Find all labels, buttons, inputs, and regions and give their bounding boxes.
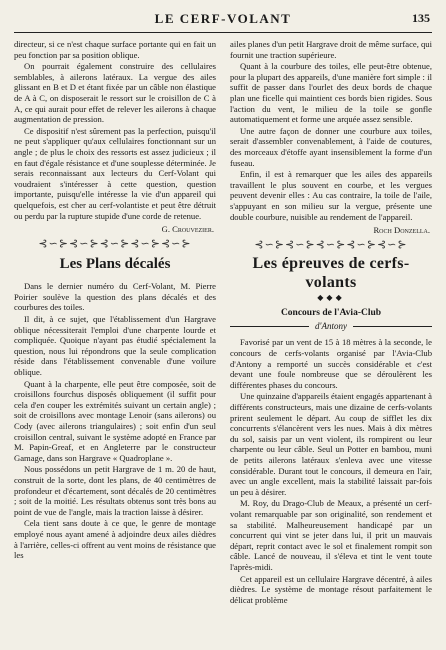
journal-title: LE CERF-VOLANT <box>154 11 292 26</box>
paragraph: Enfin, il est à remarquer que les ailes des appareils travaillent le plus souvent en courbe, et les vergues peuvent devenir elles : Au cas contraire, la toile de l'aile, s'appuyant en son milieu sur la vergue, présente une double courbure, nuisible au rendement de l'appareil. <box>230 169 432 222</box>
paragraph: Nous possédons un petit Hargrave de 1 m. 20 de haut, construit de la sorte, dont les plans, de 40 centimètres de profondeur et d'écartement, sont décalés de 20 centimètres ; soit de la moitié. Les résultats obtenus sont très bons au point de vue de l'angle, mais la traction laisse à désirer. <box>14 464 216 517</box>
paragraph: M. Roy, du Drago-Club de Meaux, a présenté un cerf-volant remarquable par son originalité, son rendement et sa stabilité. Malheureusement handicapé par un concurrent qui vint se jeter dans lui, il prit un mauvais départ, reprit contact avec le sol et finalement rompit son câble. Lancé de nouveau, il s'éleva et tint le vent toute l'après-midi. <box>230 498 432 572</box>
ornament-divider: ⊰∽⊱⊰∽⊱⊰∽⊱⊰∽⊱⊰∽⊱ <box>254 239 408 251</box>
club-label: d'Antony <box>315 320 347 331</box>
paragraph: Quant à la charpente, elle peut être composée, soit de croisillons fourchus disposés obliquement (il suffit pour cela d'en couper les extrémités suivant un certain angle) ; soit de croisillons avec montage Lenoir (sans ailerons) ou Cody (avec ailerons triangulaires) ; soit enfin d'un seul croisillon central, suivant le système adopté en France par M. Papin-Greaf, et en Angleterre par le constructeur Gamage, dans son Hargrave « Quadroplane ». <box>14 378 216 463</box>
paragraph: Cela tient sans doute à ce que, le genre de montage employé nous ayant amené à adjoindre deux ailes dièdres à l'arrière, celles-ci offrent au vent moins de résistance que les <box>14 518 216 561</box>
paragraph: Une autre façon de donner une courbure aux toiles, serait d'assembler convenablement, à l'aide de coutures, des morceaux d'étoffe ayant insensiblement la forme d'un fuseau. <box>230 125 432 168</box>
paragraph: On pourrait également construire des cellulaires semblables, à ailerons latéraux. La vergue des ailes glissant en B et D et étant fixée par un câble non élastique de A à C, on disposerait le ressort sur le croisillon de C à A, ce qui aurait pour effet de relever les ailerons à chaque augmentation de pression. <box>14 61 216 125</box>
paragraph: Favorisé par un vent de 15 à 18 mètres à la seconde, le concours de cerfs-volants organisé par l'Avia-Club d'Antony a remporté un succès considérable et c'est devant une foule nombreuse que se déroulèrent les différentes phases du concours. <box>230 337 432 390</box>
left-column <box>14 39 216 606</box>
page-number: 135 <box>412 11 430 25</box>
rule-line <box>230 326 309 327</box>
paragraph: ailes planes d'un petit Hargrave droit de même surface, qui fournit une traction supérieure. <box>230 39 432 60</box>
rule-line <box>353 326 432 327</box>
paragraph: Quant à la courbure des toiles, elle peut-être obtenue, pour la plupart des appareils, d'une manière fort simple : il suffit de passer dans l'ourlet des deux bords de chaque plan une ficelle qui maintient ces bords bien rigides. Sous l'action du vent, le milieu de la toile se gonfle automatiquement et forme une arquée assez sensible. <box>230 61 432 125</box>
article-title: Les épreuves de cerfs-volants <box>252 255 410 292</box>
paragraph: Cet appareil est un cellulaire Hargrave décentré, à ailes dièdres. Le système de montage résout parfaitement le délicat problème <box>230 573 432 605</box>
club-label-row <box>230 321 432 332</box>
paragraph: Ce dispositif n'est sûrement pas la perfection, puisqu'il ne peut s'appliquer qu'aux cellulaires fonctionnant sur un angle ; de plus le choix des ressorts est assez judicieux ; il en faut d'égale résistance et d'une souplesse déterminée. Je serais reconnaissant aux lecteurs du Cerf-Volant qui voudraient s'intéresser à cette question, question importante, puisqu'elle intéresse la vie d'un appareil qui quelquefois, est cher au cerf-volantiste et peut être détruit ou perdu par la rupture stupide d'une corde de retenue. <box>14 125 216 221</box>
author-signature: Roch Donzella. <box>373 225 430 236</box>
article-subtitle: Concours de l'Avia-Club <box>280 307 382 318</box>
page-header <box>14 8 432 33</box>
paragraph: Une quinzaine d'appareils étaient engagés appartenant à différents constructeurs, mais une dizaine de cerfs-volants prirent seulement le départ. Au coup de sifflet les dix concurrents s'élancèrent vers les nues. Mais à dix mètres du sol, saisis par un vent violent, ils rompirent ou leur charpente ou leur câble. Seul un Potter en bambou, muni de petits ailerons latéraux s'enleva avec une vitesse considérable. Durant tout le concours, il demeura en l'air, avec un angle excellent, mais la stabilité laissait par-fois un peu à désirer. <box>230 391 432 497</box>
diamond-ornament: ◆◆◆ <box>317 293 345 303</box>
section-title: Les Plans décalés <box>59 256 171 273</box>
ornament-divider: ⊰∽⊱⊰∽⊱⊰∽⊱⊰∽⊱⊰∽⊱ <box>38 238 192 250</box>
paragraph: directeur, si ce n'est chaque surface portante qui en fait un peu fonction par sa position oblique. <box>14 39 216 60</box>
author-signature: G. Crouvezier. <box>161 224 214 235</box>
columns <box>14 39 432 606</box>
paragraph: Il dit, à ce sujet, que l'établissement d'un Hargrave oblique nécessiterait l'emploi d'une charpente lourde et compliquée. Quoique n'ayant pas étudié spécialement la question, nous lui répondrons que la seule complication réside dans l'établissement convenable d'une voilure oblique. <box>14 314 216 378</box>
right-column <box>230 39 432 606</box>
paragraph: Dans le dernier numéro du Cerf-Volant, M. Pierre Poirier soulève la question des plans décalés et des courbures des toiles. <box>14 281 216 313</box>
